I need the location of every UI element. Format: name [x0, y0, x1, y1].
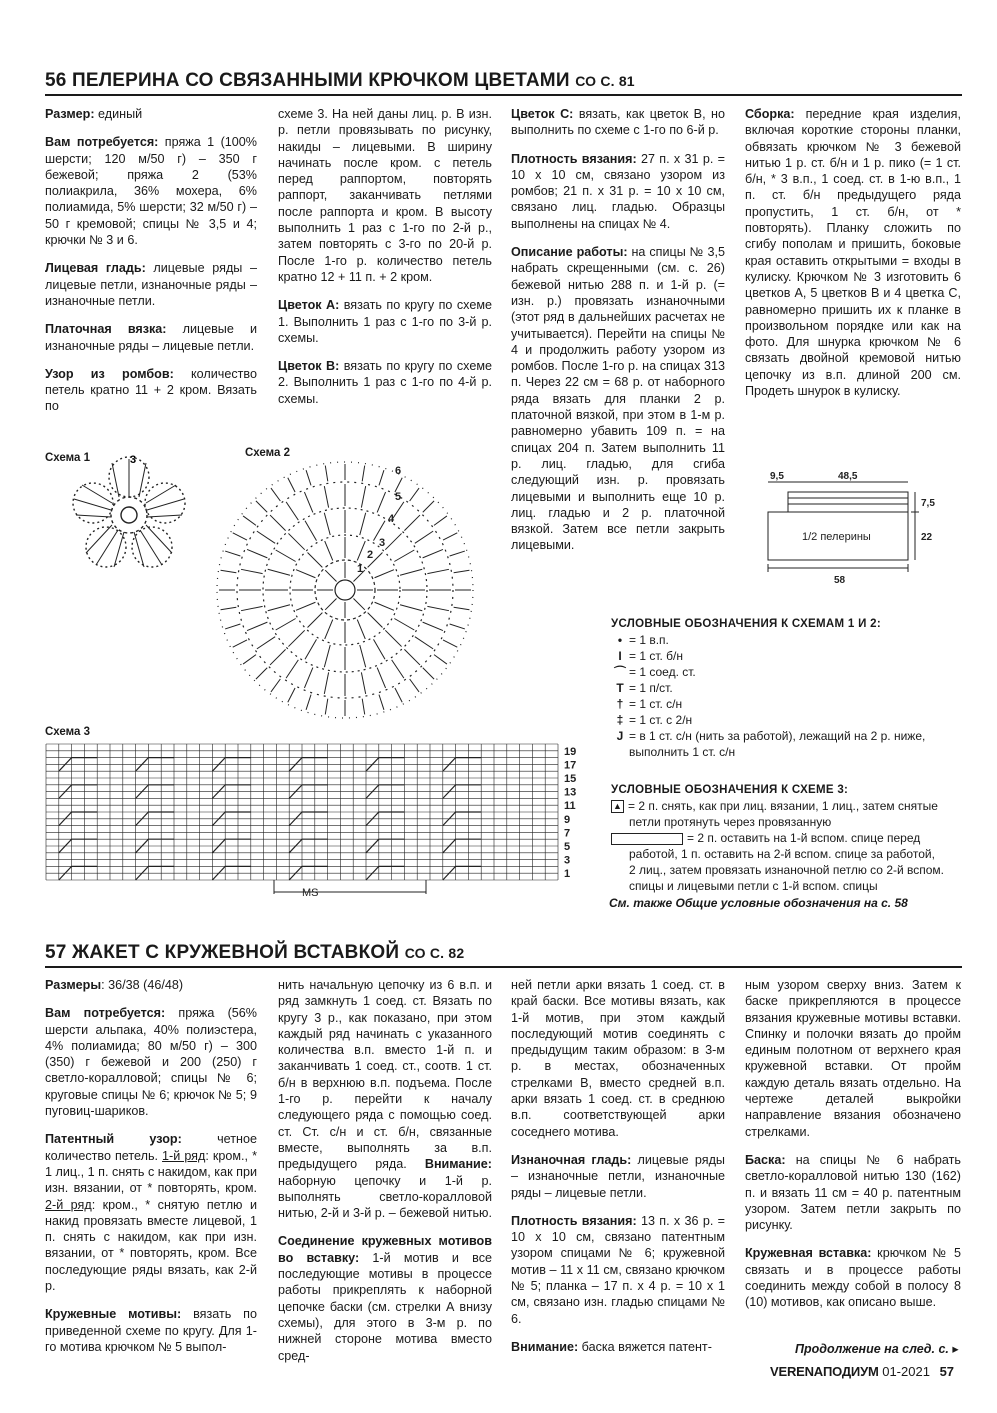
section-57-title: 57 ЖАКЕТ С КРУЖЕВНОЙ ВСТАВКОЙ СО С. 82 [45, 942, 465, 963]
s57-col-4: ным узором сверху вниз. Затем к баске прикрепляются в процессе вязания кружевные мотивы вставки. Спинку и полочки вязать до пройм единым полотном от верхнего края кружевной вставки. От пройм каждую деталь вязать отдельно. На чертеже деталей выкройки направление вязания обозначено стрелками. Баска: на спицы № 6 набрать светло-коралловой нитью 130 (162) п. и вязать 11 см = 40 р. патентным узором. Затем петли закрыть по рисунку. Кружевная вставка: крючком № 5 связать и в процессе работы соединить между собой в полосу 8 (10) мотивов, как описано выше. [745, 978, 961, 1310]
stitch-symbol-icon: T [616, 681, 624, 695]
section-57-rule [45, 966, 962, 968]
pattern-dim-22: 22 [921, 532, 933, 543]
legend-12-item: ‡ = 1 ст. с 2/н [611, 712, 941, 728]
schema-2-diagram [205, 450, 485, 725]
pattern-label: 1/2 пелерины [802, 531, 871, 543]
footer-brand-verena: VERENA [770, 1364, 823, 1379]
legend-12-item: † = 1 ст. с/н [611, 696, 941, 712]
legend-see-also: См. также Общие условные обозначения на с. 58 [609, 896, 908, 910]
s56-col-1: Размер: единый Вам потребуется: пряжа 1 (100% шерсти; 120 м/50 г) – 350 г бежевой; пряжа 2 (53% полиакрила, 36% мохера, 6% полиамида, 5% шерсти; 32 м/50 г) – 50 г кремовой; спицы № 3,5 и 4; крючки № 3 и 6. Лицевая гладь: лицевые ряды – лицевые петли, изнаночные ряды – изнаночные петли. Платочная вязка: лицевые и изнаночные ряды – лицевые петли. Узор из ромбов: количество петель кратно 11 + 2 кром. Вязать по [45, 107, 257, 414]
legend-12-item: • = 1 в.п. [611, 632, 941, 648]
legend-12-item: T = 1 п/ст. [611, 680, 941, 696]
stitch-symbol-icon: ⌒ [613, 665, 626, 679]
pattern-dim-7-5: 7,5 [921, 498, 935, 509]
continue-next-page: Продолжение на след. с. ▸ [795, 1342, 959, 1356]
schema-3-label: Схема 3 [45, 726, 91, 738]
pattern-diagram [760, 470, 945, 600]
schema-3-ms: MS [302, 887, 319, 899]
legend-3-title: УСЛОВНЫЕ ОБОЗНАЧЕНИЯ К СХЕМЕ 3: [611, 784, 849, 796]
schema-3-row-number: 1 [564, 868, 571, 881]
page-number: 57 [939, 1364, 955, 1379]
schema-2-row-3: 3 [379, 537, 386, 549]
schema-3-row-number: 19 [564, 745, 577, 758]
stitch-symbol-icon: • [617, 633, 623, 647]
schema-2-row-5: 5 [395, 491, 402, 503]
legend-12-last-cont: выполнить 1 ст. с/н [629, 745, 736, 759]
schema-3-row-number: 9 [564, 813, 571, 826]
schema-2-row-2: 2 [367, 549, 374, 561]
schema-3-row-number: 11 [564, 800, 576, 813]
section-56-ref: СО С. 81 [575, 73, 635, 89]
schema-1-label: Схема 1 [45, 452, 91, 464]
schema-2-row-1: 1 [357, 563, 364, 575]
stitch-symbol-icon: † [616, 697, 624, 711]
stitch-symbol-icon: ‡ [616, 713, 624, 727]
s56-col-2: схеме 3. На ней даны лиц. р. В изн. р. петли провязывать по рисунку, накиды – лицевыми. В ширину начинать после кром. с петель перед раппортом, повторять раппорт, заканчивать петлями после раппорта и кром. В высоту выполнить 1 раз с 1-го по 2-й р., затем повторять с 3-го по 20-й р. После 1-го р. количество петель кратно 12 + 11 п. + 2 кром. Цветок А: вязать по кругу по схеме 1. Выполнить 1 раз с 1-го по 3-й р. схемы. Цветок В: вязать по кругу по схеме 2. Выполнить 1 раз с 1-го по 4-й р. схемы. [278, 107, 492, 406]
legend-12-item: ⌒ = 1 соед. ст. [611, 664, 941, 680]
pattern-dim-9-5: 9,5 [770, 471, 784, 482]
schema-2-row-6: 6 [395, 465, 402, 477]
decrease-symbol-icon: ▲ [611, 800, 624, 813]
pattern-dim-48-5: 48,5 [838, 471, 858, 482]
schema-1-diagram [62, 455, 197, 575]
section-56-title: 56 ПЕЛЕРИНА СО СВЯЗАННЫМИ КРЮЧКОМ ЦВЕТАМИ СО С. 81 [45, 70, 635, 91]
section-57-ref: СО С. 82 [404, 945, 465, 961]
schema-3-row-number: 3 [564, 854, 571, 867]
section-56-rule [45, 94, 962, 96]
schema-3-row-number: 15 [564, 773, 577, 785]
schema-3-chart [44, 742, 584, 902]
cable-symbol-icon [611, 833, 683, 845]
legend-12-title: УСЛОВНЫЕ ОБОЗНАЧЕНИЯ К СХЕМАМ 1 И 2: [611, 618, 881, 630]
s57-col-1: Размеры: 36/38 (46/48) Вам потребуется: пряжа (56% шерсти альпака, 40% полиэстера, 4% полиамида; 80 м/50 г) – 300 (350) г бежевой и 200 (250) г светло-коралловой; спицы № 6; круговые спицы № 6; крючок № 5; 9 пуговиц-шариков. Патентный узор: четное количество петель. 1-й ряд: кром., * 1 лиц., 1 п. снять с накидом, как при изн. вязании, от * повторять, кром. 2-й ряд: кром., * снятую петлю и накид провязать вместе лицевой, 1 п. снять с накидом, как при изн. вязании, от * повторять, кром. Все последующие ряды вязать, как 2-й р. Кружевные мотивы: вязать по приведенной схеме по кругу. Для 1-го мотива крючком № 5 выпол- [45, 978, 258, 1354]
s56-col-3: Цветок С: вязать, как цветок В, но выполнить по схеме с 1-го по 6-й р. Плотность вязания: 27 п. х 31 р. = 10 х 10 см, связано узором из ромбов; 21 п. х 31 р. = 10 х 10 см, связано лиц. гладью. Образцы выполнены на спицах № 4. Описание работы: на спицы № 3,5 набрать скрещенными (см. с. 26) бежевой нитью 288 п. и 1-й р. (= изн. р.) провязать изнаночными (этот ряд в дальнейших расчетах не учитывается). Перейти на спицы № 4 и продолжить работу узором из ромбов. После 1-го р. на спицах 313 п. Через 22 см = 68 р. от наборного ряда вязать для планки 2 р. платочной вязкой, при этом в 1-м р. равномерно убавить 109 п. = на спицах 204 п. Затем выполнить 11 р. лиц. гладью, для сгиба следующий изн. р. провязать лицевыми и выполнить еще 10 р. лиц. гладью и 2 р. платочной вязкой. Затем все петли закрыть лицевыми. [511, 107, 725, 553]
legend-schema-3: УСЛОВНЫЕ ОБОЗНАЧЕНИЯ К СХЕМЕ 3: ▲ = 2 п. снять, как при лиц. вязании, 1 лиц., затем снятые петли протянуть через провязанную = 2 п. оставить на 1-й вспом. спице перед работой, 1 п. оставить на 2-й вспом. спице за работой, 2 лиц., затем провязать изнаночной петлю со 2-й вспом. спицы и лицевыми петли с 1-й вспом. спицы См. также Общие условные обозначения на с. 58 [611, 782, 961, 911]
schema-3-row-number: 17 [564, 759, 577, 772]
stitch-symbol-icon: J [616, 729, 624, 743]
s56-col-4: Сборка: передние края изделия, включая короткие стороны планки, обвязать крючком № 3 бежевой нитью 1 р. ст. б/н и 1 р. пико (= 1 ст. б/н, * 3 в.п., 1 соед. ст. в 1-ю в.п., 1 п. ст. б/н предыдущего ряда пропустить, 1 ст. б/н, от * повторять). Планку сложить по сгибу пополам и пришить, боковые края оставить открытыми = входы в кулиску. Крючком № 3 изготовить 6 цветков А, 5 цветков В и 4 цветка С, равномерно пришить их к планке в произвольном порядке или как на фото. Для шнурка крючком № 6 связать двойной кремовой нитью цепочку из в.п. длиной 200 см. Продеть шнурок в кулиску. [745, 107, 961, 399]
s57-col-3: ней петли арки вязать 1 соед. ст. в край баски. Все мотивы вязать, как 1-й мотив, при этом каждый последующий мотив соединять с предыдущим таким образом: в 3-м р. в местах, обозначенных стрелками В, вместо средней в.п. арки вязать 1 соед. ст. в среднюю в.п. соответствующей арки соседнего мотива. Изнаночная гладь: лицевые ряды – изнаночные петли, изнаночные ряды – лицевые петли. Плотность вязания: 13 п. х 36 р. = 10 х 10 см, связано патентным узором спицами № 6; кружевной мотив – 11 х 11 см, связано крючком № 5; планка – 17 п. х 4 р. = 10 х 1 см, связано изн. гладью спицами № 6. Внимание: баска вяжется патент- [511, 978, 725, 1354]
s57-col-2: нить начальную цепочку из 6 в.п. и ряд замкнуть 1 соед. ст. Вязать по кругу 3 р., как показано, при этом каждый ряд начинать с указанного количества в.п. вместо 1-й п. и заканчивать 1 соед. ст., соотв. 1 ст. б/н в верхнюю в.п. подъема. После 1-го р. перейти к началу следующего ряда с помощью соед. ст. Ст. с/н и ст. б/н, связанные вместе, выполнять за в.п. предыдущего ряда. Внимание: наборную цепочку и 1-й р. выполнять светло-коралловой нитью, 2-й и 3-й р. – бежевой нитью. Соединение кружевных мотивов во вставку: 1-й мотив и все последующие мотивы в процессе работы прикреплять к наборной цепочке баски (см. стрелки А внизу схемы), для этого в 3-м р. по нижней стороне мотива вместо сред- [278, 978, 493, 1363]
schema-2-row-4: 4 [388, 513, 395, 525]
footer-brand-podium: ПОДИУМ [822, 1364, 879, 1379]
legend-12-item: I = 1 ст. б/н [611, 648, 941, 664]
arrow-right-icon: ▸ [952, 1342, 959, 1356]
schema-3-row-number: 7 [564, 827, 571, 840]
pattern-dim-58: 58 [834, 575, 846, 586]
schema-1-row-number: 3 [130, 455, 137, 466]
footer [770, 1364, 954, 1379]
schema-3-row-number: 5 [564, 841, 571, 853]
schema-2-label: Схема 2 [245, 447, 291, 459]
footer-issue: 01-2021 [882, 1364, 930, 1379]
legend-schemas-1-2 [611, 616, 941, 760]
schema-3-row-number: 13 [564, 786, 577, 799]
legend-12-item: J = в 1 ст. с/н (нить за работой), лежащий на 2 р. ниже, [611, 728, 941, 744]
stitch-symbol-icon: I [618, 649, 622, 663]
